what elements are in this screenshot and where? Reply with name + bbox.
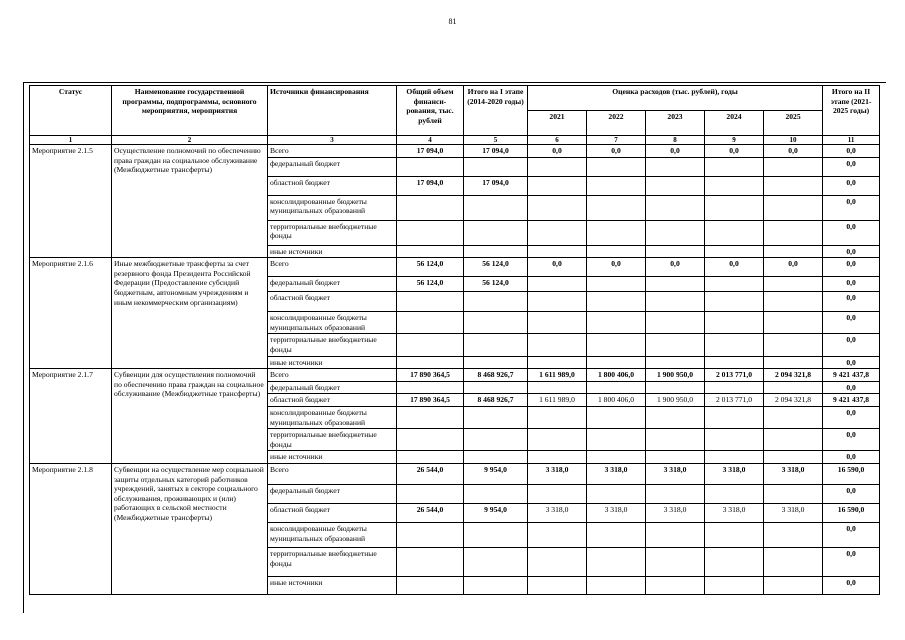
year-2022-cell (587, 157, 646, 176)
year-2025-cell (764, 292, 823, 312)
year-2021-cell (528, 576, 587, 594)
year-2021-cell: 1 611 989,0 (528, 369, 587, 382)
year-2023-cell: 1 900 950,0 (646, 369, 705, 382)
year-2024-cell: 0,0 (705, 258, 764, 277)
year-2022-cell (587, 576, 646, 594)
total-volume-cell (397, 429, 464, 451)
year-2023-cell (646, 334, 705, 356)
year-2023-cell (646, 195, 705, 220)
year-2025-cell: 0,0 (764, 258, 823, 277)
header-total-volume: Общий объем финанси-рования, тыс. рублей (397, 86, 464, 136)
stage1-cell: 8 468 926,7 (464, 394, 528, 407)
table-body (30, 145, 880, 595)
total-volume-cell (397, 522, 464, 547)
header-stage2: Итого на II этапе (2021-2025 годы) (823, 86, 880, 136)
source-cell: территориальные внебюджетные фонды (268, 547, 397, 576)
source-cell: консолидированные бюджеты муниципальных образований (268, 406, 397, 428)
year-2024-cell (705, 356, 764, 369)
year-2025-cell (764, 484, 823, 503)
year-2021-cell (528, 381, 587, 394)
table-row (30, 369, 880, 382)
total-volume-cell (397, 547, 464, 576)
stage1-cell (464, 356, 528, 369)
header-estimate: Оценка расходов (тыс. рублей), годы (528, 86, 823, 111)
year-2022-cell (587, 245, 646, 258)
column-number: 2 (112, 136, 268, 145)
year-2022-cell (587, 220, 646, 245)
year-2025-cell (764, 277, 823, 292)
program-name-cell: Субвенции на осуществление мер социальной защиты отдельных категорий работников учреждений, занятых в секторе социального обслуживания, проживающих и (или) работающих в сельской местности (Межбюджетные трансферты) (112, 463, 268, 594)
year-2021-cell (528, 245, 587, 258)
year-2022-cell (587, 406, 646, 428)
header-name: Наименование государственной программы, подпрограммы, основного мероприятия, мероприятия (112, 86, 268, 136)
stage2-cell: 0,0 (823, 381, 880, 394)
stage2-cell: 16 590,0 (823, 463, 880, 484)
column-number: 4 (397, 136, 464, 145)
source-cell: иные источники (268, 356, 397, 369)
year-2022-cell: 1 800 406,0 (587, 369, 646, 382)
total-volume-cell: 56 124,0 (397, 277, 464, 292)
year-2025-cell: 2 094 321,8 (764, 369, 823, 382)
stage1-cell (464, 406, 528, 428)
total-volume-cell (397, 381, 464, 394)
year-2023-cell: 1 900 950,0 (646, 394, 705, 407)
total-volume-cell (397, 451, 464, 464)
column-number: 9 (705, 136, 764, 145)
page-number: 81 (448, 17, 457, 26)
total-volume-cell (397, 406, 464, 428)
column-number: 8 (646, 136, 705, 145)
total-volume-cell: 26 544,0 (397, 463, 464, 484)
year-2023-cell (646, 547, 705, 576)
year-2023-cell (646, 484, 705, 503)
year-2024-cell (705, 245, 764, 258)
source-cell: областной бюджет (268, 394, 397, 407)
stage1-cell: 9 954,0 (464, 463, 528, 484)
year-2023-cell (646, 429, 705, 451)
stage1-cell: 17 094,0 (464, 145, 528, 158)
status-cell: Мероприятие 2.1.8 (30, 463, 112, 594)
year-2025-cell (764, 429, 823, 451)
year-2025-cell (764, 381, 823, 394)
year-2023-cell: 3 318,0 (646, 463, 705, 484)
year-2025-cell (764, 220, 823, 245)
year-2022-cell (587, 334, 646, 356)
year-2025-cell: 0,0 (764, 145, 823, 158)
year-2021-cell (528, 277, 587, 292)
year-2024-cell: 2 013 771,0 (705, 394, 764, 407)
stage1-cell (464, 157, 528, 176)
year-2024-cell (705, 277, 764, 292)
source-cell: областной бюджет (268, 292, 397, 312)
header-year: 2024 (705, 111, 764, 136)
year-2023-cell (646, 576, 705, 594)
header-year: 2022 (587, 111, 646, 136)
source-cell: иные источники (268, 245, 397, 258)
year-2024-cell (705, 157, 764, 176)
year-2024-cell (705, 406, 764, 428)
stage2-cell: 0,0 (823, 451, 880, 464)
year-2024-cell: 3 318,0 (705, 463, 764, 484)
year-2024-cell: 3 318,0 (705, 503, 764, 522)
year-2022-cell: 3 318,0 (587, 463, 646, 484)
header-sources: Источники финансирования (268, 86, 397, 136)
year-2021-cell: 3 318,0 (528, 463, 587, 484)
total-volume-cell (397, 245, 464, 258)
year-2021-cell: 0,0 (528, 145, 587, 158)
year-2023-cell: 0,0 (646, 258, 705, 277)
table-row (30, 463, 880, 484)
year-2023-cell: 3 318,0 (646, 503, 705, 522)
year-2023-cell (646, 406, 705, 428)
total-volume-cell (397, 220, 464, 245)
year-2021-cell (528, 195, 587, 220)
year-2022-cell (587, 356, 646, 369)
year-2024-cell (705, 522, 764, 547)
stage1-cell: 9 954,0 (464, 503, 528, 522)
year-2021-cell (528, 522, 587, 547)
column-number: 6 (528, 136, 587, 145)
total-volume-cell (397, 157, 464, 176)
column-number: 1 (30, 136, 112, 145)
year-2025-cell (764, 157, 823, 176)
stage1-cell: 56 124,0 (464, 277, 528, 292)
year-2024-cell: 2 013 771,0 (705, 369, 764, 382)
stage1-cell (464, 334, 528, 356)
stage2-cell: 0,0 (823, 292, 880, 312)
year-2024-cell (705, 312, 764, 334)
column-number: 11 (823, 136, 880, 145)
stage1-cell: 8 468 926,7 (464, 369, 528, 382)
source-cell: Всего (268, 463, 397, 484)
year-2021-cell (528, 451, 587, 464)
stage2-cell: 0,0 (823, 356, 880, 369)
year-2023-cell (646, 220, 705, 245)
year-2022-cell (587, 292, 646, 312)
source-cell: областной бюджет (268, 503, 397, 522)
stage2-cell: 0,0 (823, 176, 880, 195)
year-2022-cell: 3 318,0 (587, 503, 646, 522)
status-cell: Мероприятие 2.1.5 (30, 145, 112, 258)
program-name-cell: Осуществление полномочий по обеспечению права граждан на социальное обслуживание (Межбюджетные трансферты) (112, 145, 268, 258)
total-volume-cell (397, 356, 464, 369)
source-cell: территориальные внебюджетные фонды (268, 334, 397, 356)
year-2024-cell (705, 451, 764, 464)
year-2022-cell (587, 451, 646, 464)
source-cell: территориальные внебюджетные фонды (268, 429, 397, 451)
year-2022-cell (587, 176, 646, 195)
stage2-cell: 0,0 (823, 277, 880, 292)
year-2023-cell (646, 381, 705, 394)
year-2022-cell (587, 547, 646, 576)
year-2024-cell (705, 429, 764, 451)
stage1-cell (464, 484, 528, 503)
year-2024-cell (705, 334, 764, 356)
total-volume-cell (397, 576, 464, 594)
year-2021-cell (528, 312, 587, 334)
year-2022-cell: 0,0 (587, 145, 646, 158)
stage2-cell: 9 421 437,8 (823, 394, 880, 407)
stage1-cell (464, 576, 528, 594)
year-2023-cell (646, 176, 705, 195)
year-2021-cell (528, 334, 587, 356)
source-cell: иные источники (268, 576, 397, 594)
source-cell: консолидированные бюджеты муниципальных образований (268, 312, 397, 334)
stage1-cell (464, 381, 528, 394)
year-2022-cell (587, 429, 646, 451)
year-2022-cell (587, 277, 646, 292)
source-cell: федеральный бюджет (268, 484, 397, 503)
stage2-cell: 0,0 (823, 429, 880, 451)
source-cell: территориальные внебюджетные фонды (268, 220, 397, 245)
year-2025-cell: 3 318,0 (764, 463, 823, 484)
status-cell: Мероприятие 2.1.7 (30, 369, 112, 464)
source-cell: федеральный бюджет (268, 157, 397, 176)
year-2021-cell: 1 611 989,0 (528, 394, 587, 407)
stage1-cell (464, 292, 528, 312)
stage2-cell: 0,0 (823, 157, 880, 176)
financing-table (29, 85, 880, 595)
year-2024-cell: 0,0 (705, 145, 764, 158)
stage2-cell: 0,0 (823, 576, 880, 594)
stage2-cell: 0,0 (823, 258, 880, 277)
year-2021-cell (528, 406, 587, 428)
year-2025-cell (764, 451, 823, 464)
total-volume-cell: 56 124,0 (397, 258, 464, 277)
year-2021-cell: 3 318,0 (528, 503, 587, 522)
header-year: 2023 (646, 111, 705, 136)
column-number: 7 (587, 136, 646, 145)
year-2025-cell: 3 318,0 (764, 503, 823, 522)
total-volume-cell: 17 094,0 (397, 145, 464, 158)
header-year: 2025 (764, 111, 823, 136)
year-2022-cell (587, 312, 646, 334)
stage1-cell (464, 220, 528, 245)
year-2021-cell (528, 176, 587, 195)
year-2025-cell: 2 094 321,8 (764, 394, 823, 407)
year-2024-cell (705, 547, 764, 576)
stage2-cell: 0,0 (823, 406, 880, 428)
year-2023-cell (646, 312, 705, 334)
stage2-cell: 9 421 437,8 (823, 369, 880, 382)
total-volume-cell: 17 890 364,5 (397, 394, 464, 407)
year-2023-cell (646, 157, 705, 176)
year-2021-cell (528, 157, 587, 176)
year-2024-cell (705, 576, 764, 594)
stage2-cell: 0,0 (823, 522, 880, 547)
source-cell: иные источники (268, 451, 397, 464)
column-number: 5 (464, 136, 528, 145)
total-volume-cell: 26 544,0 (397, 503, 464, 522)
stage1-cell (464, 451, 528, 464)
stage2-cell: 0,0 (823, 484, 880, 503)
source-cell: Всего (268, 258, 397, 277)
stage2-cell: 0,0 (823, 245, 880, 258)
total-volume-cell: 17 094,0 (397, 176, 464, 195)
year-2023-cell: 0,0 (646, 145, 705, 158)
year-2021-cell (528, 484, 587, 503)
year-2023-cell (646, 245, 705, 258)
year-2021-cell (528, 429, 587, 451)
stage2-cell: 0,0 (823, 220, 880, 245)
year-2022-cell (587, 522, 646, 547)
column-number: 10 (764, 136, 823, 145)
year-2024-cell (705, 292, 764, 312)
year-2023-cell (646, 277, 705, 292)
status-cell: Мероприятие 2.1.6 (30, 258, 112, 369)
source-cell: консолидированные бюджеты муниципальных образований (268, 195, 397, 220)
year-2025-cell (764, 245, 823, 258)
year-2021-cell (528, 220, 587, 245)
program-name-cell: Субвенции для осуществления полномочий по обеспечению права граждан на социальное обслуживание (Межбюджетные трансферты) (112, 369, 268, 464)
year-2025-cell (764, 312, 823, 334)
stage1-cell: 17 094,0 (464, 176, 528, 195)
source-cell: Всего (268, 145, 397, 158)
stage1-cell (464, 195, 528, 220)
stage2-cell: 0,0 (823, 547, 880, 576)
year-2025-cell (764, 356, 823, 369)
source-cell: Всего (268, 369, 397, 382)
total-volume-cell (397, 195, 464, 220)
year-2021-cell (528, 547, 587, 576)
total-volume-cell: 17 890 364,5 (397, 369, 464, 382)
stage2-cell: 16 590,0 (823, 503, 880, 522)
stage1-cell (464, 547, 528, 576)
year-2022-cell (587, 381, 646, 394)
year-2024-cell (705, 220, 764, 245)
year-2025-cell (764, 547, 823, 576)
year-2025-cell (764, 195, 823, 220)
year-2025-cell (764, 176, 823, 195)
year-2023-cell (646, 451, 705, 464)
year-2025-cell (764, 522, 823, 547)
year-2025-cell (764, 334, 823, 356)
stage2-cell: 0,0 (823, 312, 880, 334)
program-name-cell: Иные межбюджетные трансферты за счет резервного фонда Президента Российской Федерации (Предоставление субсидий бюджетным, автономным учреждениям и иным некоммерческим организациям) (112, 258, 268, 369)
stage1-cell: 56 124,0 (464, 258, 528, 277)
year-2024-cell (705, 381, 764, 394)
source-cell: консолидированные бюджеты муниципальных образований (268, 522, 397, 547)
year-2023-cell (646, 292, 705, 312)
stage1-cell (464, 429, 528, 451)
header-stage1: Итого на I этапе (2014-2020 годы) (464, 86, 528, 136)
header-year: 2021 (528, 111, 587, 136)
year-2022-cell (587, 484, 646, 503)
year-2021-cell: 0,0 (528, 258, 587, 277)
stage2-cell: 0,0 (823, 145, 880, 158)
total-volume-cell (397, 292, 464, 312)
year-2025-cell (764, 406, 823, 428)
table-row (30, 258, 880, 277)
stage1-cell (464, 312, 528, 334)
year-2024-cell (705, 176, 764, 195)
total-volume-cell (397, 312, 464, 334)
year-2025-cell (764, 576, 823, 594)
year-2023-cell (646, 522, 705, 547)
year-2022-cell: 0,0 (587, 258, 646, 277)
table-row (30, 145, 880, 158)
year-2022-cell: 1 800 406,0 (587, 394, 646, 407)
year-2024-cell (705, 195, 764, 220)
source-cell: федеральный бюджет (268, 381, 397, 394)
year-2022-cell (587, 195, 646, 220)
source-cell: федеральный бюджет (268, 277, 397, 292)
year-2021-cell (528, 292, 587, 312)
stage2-cell: 0,0 (823, 195, 880, 220)
stage2-cell: 0,0 (823, 334, 880, 356)
total-volume-cell (397, 334, 464, 356)
source-cell: областной бюджет (268, 176, 397, 195)
year-2021-cell (528, 356, 587, 369)
year-2024-cell (705, 484, 764, 503)
year-2023-cell (646, 356, 705, 369)
stage1-cell (464, 245, 528, 258)
total-volume-cell (397, 484, 464, 503)
column-number-row (30, 136, 880, 145)
column-number: 3 (268, 136, 397, 145)
stage1-cell (464, 522, 528, 547)
header-status: Статус (30, 86, 112, 136)
